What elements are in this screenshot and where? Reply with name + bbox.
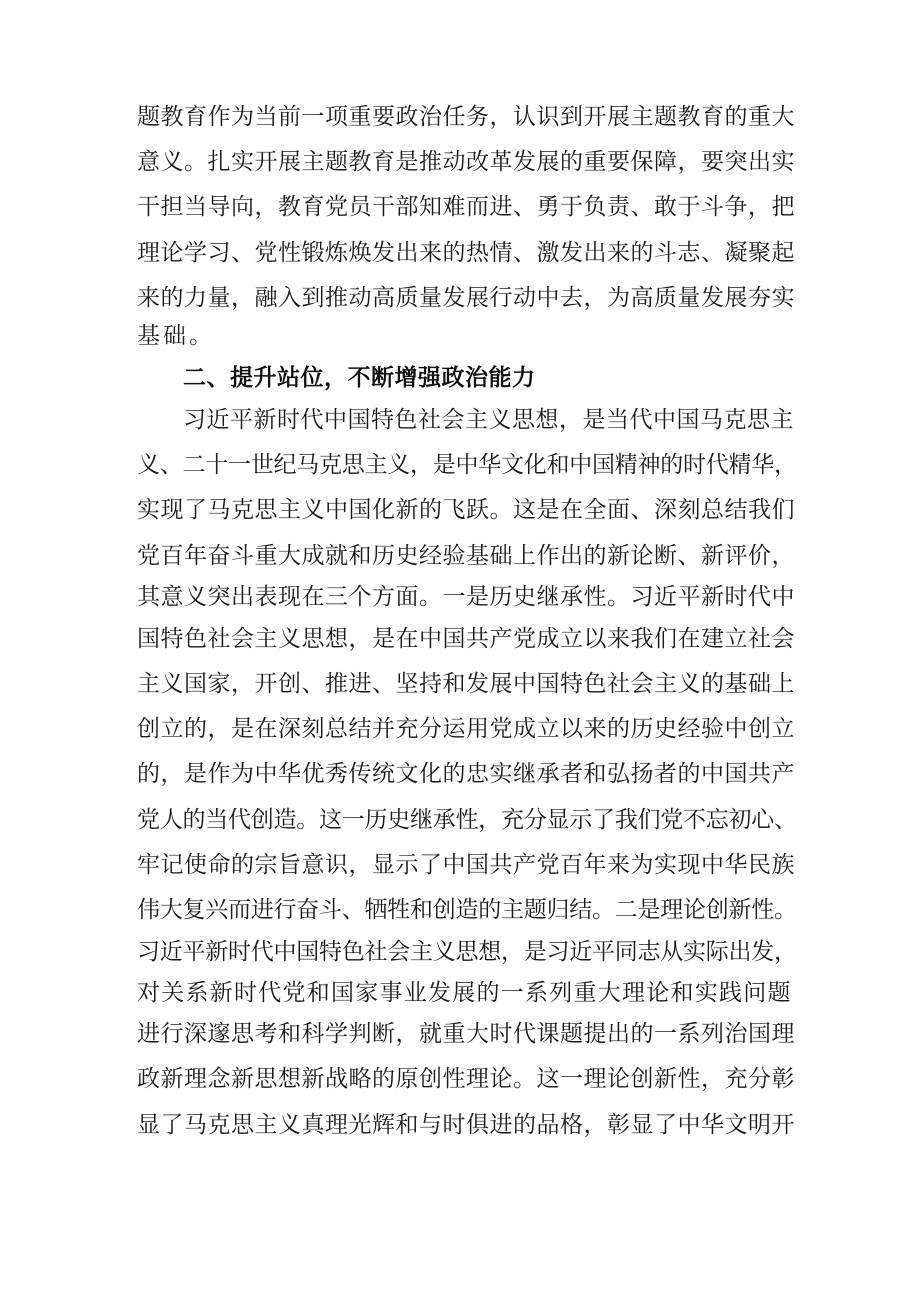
section-heading: 二、提升站位，不断增强政治能力 bbox=[183, 365, 536, 391]
text-line: 干担当导向，教育党员干部知难而进、勇于负责、敢于斗争，把 bbox=[137, 194, 795, 220]
text-line: 来的力量，融入到推动高质量发展行动中去，为高质量发展夯实 bbox=[137, 285, 795, 311]
text-line: 进行深邃思考和科学判断，就重大时代课题提出的一系列治国理 bbox=[137, 1021, 795, 1047]
text-line: 习近平新时代中国特色社会主义思想，是习近平同志从实际出发， bbox=[137, 939, 797, 965]
text-line: 政新理念新思想新战略的原创性理论。这一理论创新性，充分彰 bbox=[137, 1066, 795, 1092]
text-line: 题教育作为当前一项重要政治任务，认识到开展主题教育的重大 bbox=[137, 104, 795, 130]
text-line: 主义国家，开创、推进、坚持和发展中国特色社会主义的基础上 bbox=[137, 671, 795, 697]
text-line: 其意义突出表现在三个方面。一是历史继承性。习近平新时代中 bbox=[137, 584, 795, 610]
text-line: 显了马克思主义真理光辉和与时俱进的品格，彰显了中华文明开 bbox=[137, 1112, 795, 1138]
text-line: 义、二十一世纪马克思主义，是中华文化和中国精神的时代精华， bbox=[137, 452, 797, 478]
text-line: 党百年奋斗重大成就和历史经验基础上作出的新论断、新评价， bbox=[137, 543, 795, 569]
text-line: 对关系新时代党和国家事业发展的一系列重大理论和实践问题 bbox=[137, 980, 792, 1006]
text-line: 牢记使命的宗旨意识，显示了中国共产党百年来为实现中华民族 bbox=[137, 852, 795, 878]
text-line: 意义。扎实开展主题教育是推动改革发展的重要保障，要突出实 bbox=[137, 149, 795, 175]
text-line: 理论学习、党性锻炼焕发出来的热情、激发出来的斗志、凝聚起 bbox=[137, 240, 795, 266]
text-line: 党人的当代创造。这一历史继承性，充分显示了我们党不忘初心、 bbox=[137, 807, 797, 833]
text-line: 伟大复兴而进行奋斗、牺牲和创造的主题归结。二是理论创新性。 bbox=[137, 897, 797, 923]
text-line: 的，是作为中华优秀传统文化的忠实继承者和弘扬者的中国共产 bbox=[137, 761, 795, 787]
text-line: 创立的，是在深刻总结并充分运用党成立以来的历史经验中创立 bbox=[137, 716, 795, 742]
text-line: 基础。 bbox=[137, 323, 215, 349]
text-line: 实现了马克思主义中国化新的飞跃。这是在全面、深刻总结我们 bbox=[137, 497, 795, 523]
text-line: 习近平新时代中国特色社会主义思想，是当代中国马克思主 bbox=[183, 407, 794, 433]
text-line: 国特色社会主义思想，是在中国共产党成立以来我们在建立社会 bbox=[137, 626, 795, 652]
